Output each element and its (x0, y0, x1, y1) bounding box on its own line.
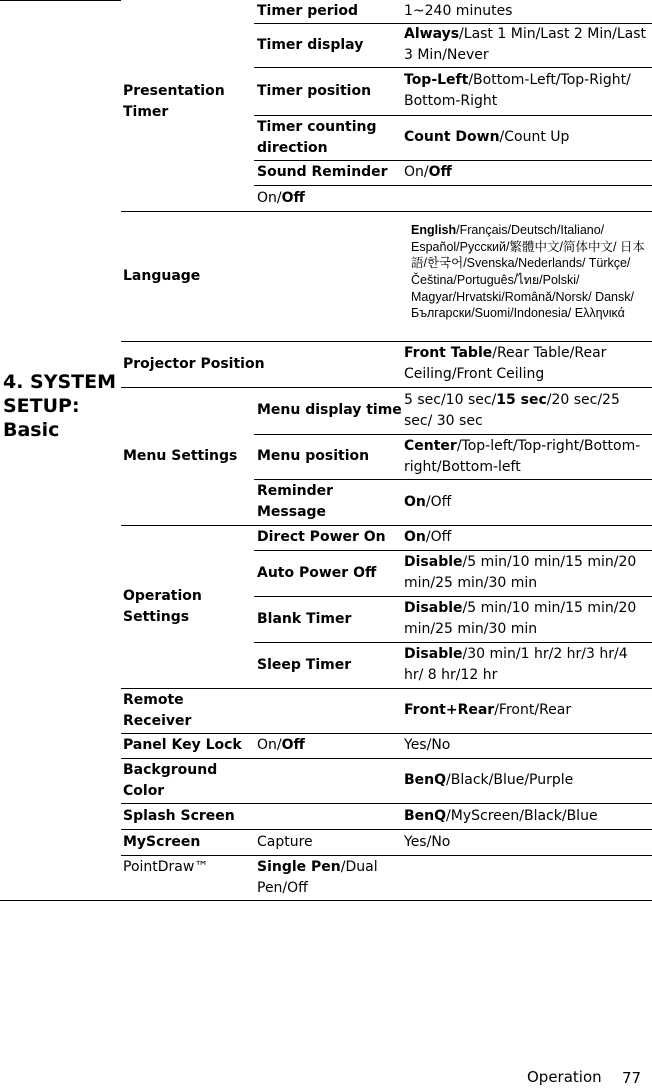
background-color-label: Background Color (123, 761, 218, 799)
timer-display-label: Timer display (257, 36, 364, 53)
menu-position-label: Menu position (257, 448, 370, 464)
sound-reminder-value: On/Off (404, 164, 452, 180)
footer-section-label: Operation (527, 1068, 602, 1086)
blank-timer-label: Blank Timer (257, 610, 352, 627)
timer-counting-direction-value: Count Down/Count Up (404, 129, 570, 145)
menu-position-value: Center/Top-left/Top-right/Bottom-right/Bottom-left (404, 437, 641, 475)
menu-display-time-label: Menu display time (257, 402, 402, 418)
pointdraw-label: PointDraw™ (123, 858, 209, 875)
direct-power-on-value: On/Off (404, 529, 452, 545)
myscreen-value: Yes/No (404, 833, 451, 850)
remote-receiver-value: Front+Rear/Front/Rear (404, 702, 572, 718)
projector-position-value: Front Table/Rear Table/Rear Ceiling/Front Ceiling (404, 345, 607, 382)
menu-settings-label: Menu Settings (123, 447, 238, 464)
panel-key-lock-value: Yes/No (404, 737, 451, 753)
timer-counting-direction-label: Timer counting direction (257, 118, 377, 156)
presentation-timer-label: Presentation Timer (123, 83, 225, 120)
language-label: Language (123, 267, 201, 284)
timer-position-label: Timer position (257, 82, 372, 99)
myscreen-label: MyScreen (123, 833, 201, 850)
table-bottom-rule (0, 900, 652, 901)
panel-key-lock-label: Panel Key Lock (123, 737, 242, 753)
myscreen-action: Capture (257, 833, 313, 850)
remote-receiver-label: Remote Receiver (123, 691, 192, 729)
sleep-timer-label: Sleep Timer (257, 656, 352, 673)
reminder-message-value: On/Off (404, 493, 452, 510)
presentation-timer-onoff: On/Off (257, 189, 305, 206)
menu-display-time-value: 5 sec/10 sec/15 sec/20 sec/25 sec/ 30 sec (404, 391, 620, 429)
sleep-timer-value: Disable/30 min/1 hr/2 hr/3 hr/4 hr/ 8 hr/12 hr (404, 646, 628, 683)
direct-power-on-label: Direct Power On (257, 529, 386, 545)
splash-screen-value: BenQ/MyScreen/Black/Blue (404, 807, 598, 824)
background-color-value: BenQ/Black/Blue/Purple (404, 772, 574, 788)
splash-screen-label: Splash Screen (123, 807, 235, 824)
sound-reminder-label: Sound Reminder (257, 164, 388, 180)
timer-position-value: Top-Left/Bottom-Left/Top-Right/ Bottom-Right (404, 72, 631, 109)
pointdraw-options: Single Pen/Dual Pen/Off (257, 859, 378, 896)
timer-period-value: 1~240 minutes (404, 3, 513, 19)
projector-position-label: Projector Position (123, 355, 265, 372)
auto-power-off-label: Auto Power Off (257, 564, 377, 581)
timer-display-value: Always/Last 1 Min/Last 2 Min/Last 3 Min/Never (404, 26, 646, 63)
blank-timer-value: Disable/5 min/10 min/15 min/20 min/25 min/30 min (404, 600, 637, 637)
section-title: 4. SYSTEM SETUP: Basic (3, 371, 117, 441)
language-options: English/Français/Deutsch/Italiano/ Español/Русский/繁體中文/简体中文/ 日本語/한국어/Svenska/Nederlands/ Türkçe/Čeština/Português/ไทย/Polski/ Magyar/Hrvatski/Română/Norsk/ Dansk/Български/Suomi/Indonesia/ Ελληνικά (411, 223, 645, 321)
page-number: 77 (622, 1069, 642, 1087)
operation-settings-label: Operation Settings (123, 587, 202, 625)
auto-power-off-value: Disable/5 min/10 min/15 min/20 min/25 min/30 min (404, 554, 637, 591)
reminder-message-label: Reminder Message (257, 483, 334, 520)
timer-period-label: Timer period (257, 3, 359, 19)
rule-top-left (0, 0, 121, 1)
panel-key-lock-options: On/Off (257, 737, 305, 753)
